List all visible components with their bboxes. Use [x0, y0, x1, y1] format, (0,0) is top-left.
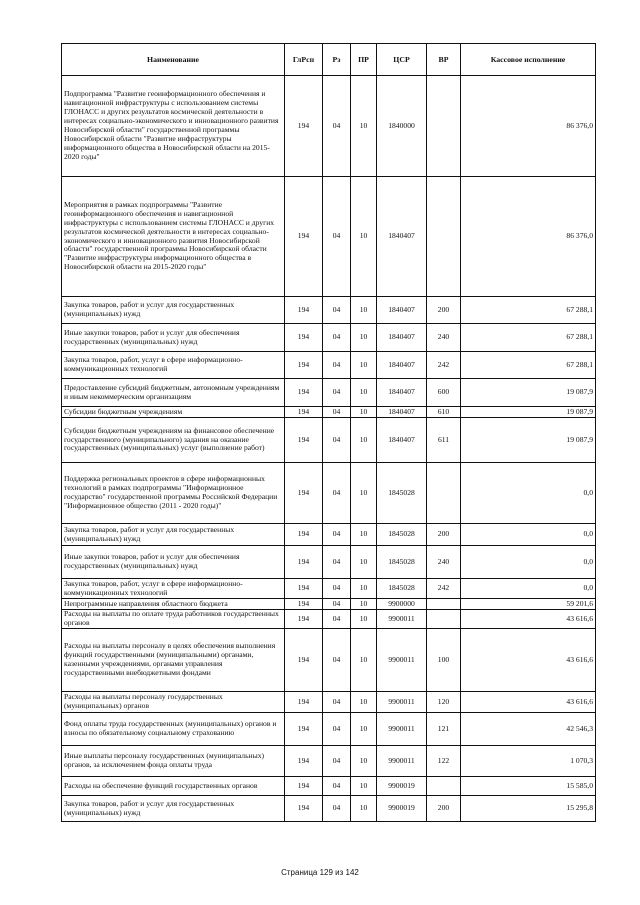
row-pr: 10	[351, 177, 377, 297]
row-pr: 10	[351, 407, 377, 418]
header-rz: Рз	[323, 44, 351, 76]
table-row	[62, 324, 596, 352]
row-name: Фонд оплаты труда государственных (муниципальных) органов и взносы по обязательному социальному страхованию	[62, 713, 285, 746]
row-rz: 04	[323, 297, 351, 324]
row-name: Расходы на выплаты персоналу в целях обеспечения выполнения функций государственными (муниципальными) органами, казенными учреждениями, органами управления государственными внебюджетными фондами	[62, 629, 285, 692]
row-csr: 1845028	[377, 546, 427, 579]
row-rz: 04	[323, 407, 351, 418]
row-grps: 194	[285, 418, 323, 463]
row-vr: 600	[427, 379, 461, 407]
row-csr: 1840407	[377, 324, 427, 352]
header-vr: ВР	[427, 44, 461, 76]
row-rz: 04	[323, 713, 351, 746]
row-grps: 194	[285, 599, 323, 610]
row-grps: 194	[285, 352, 323, 379]
table-row	[62, 546, 596, 579]
row-grps: 194	[285, 777, 323, 796]
row-name: Расходы на выплаты по оплате труда работников государственных органов	[62, 610, 285, 629]
row-vr	[427, 777, 461, 796]
row-amount: 67 288,1	[461, 352, 596, 379]
row-pr: 10	[351, 418, 377, 463]
table-row	[62, 352, 596, 379]
row-amount: 67 288,1	[461, 324, 596, 352]
table-row	[62, 713, 596, 746]
row-amount: 0,0	[461, 463, 596, 524]
row-amount: 1 070,3	[461, 746, 596, 777]
row-csr: 1845028	[377, 579, 427, 599]
row-csr: 1840407	[377, 379, 427, 407]
row-amount: 19 087,9	[461, 418, 596, 463]
row-name: Иные закупки товаров, работ и услуг для обеспечения государственных (муниципальных) нужд	[62, 546, 285, 579]
row-amount: 59 201,6	[461, 599, 596, 610]
row-rz: 04	[323, 692, 351, 713]
row-csr: 9900011	[377, 610, 427, 629]
table-row	[62, 297, 596, 324]
row-pr: 10	[351, 379, 377, 407]
row-name: Субсидии бюджетным учреждениям на финансовое обеспечение государственного (муниципального) задания на оказание государственных (муниципальных) услуг (выполнение работ)	[62, 418, 285, 463]
row-grps: 194	[285, 579, 323, 599]
row-rz: 04	[323, 629, 351, 692]
header-pr: ПР	[351, 44, 377, 76]
row-amount: 15 295,8	[461, 796, 596, 822]
row-amount: 86 376,0	[461, 76, 596, 177]
header-csr: ЦСР	[377, 44, 427, 76]
table-row	[62, 599, 596, 610]
table-row	[62, 418, 596, 463]
row-csr: 1840407	[377, 418, 427, 463]
row-vr	[427, 610, 461, 629]
row-vr: 611	[427, 418, 461, 463]
row-rz: 04	[323, 610, 351, 629]
row-vr	[427, 177, 461, 297]
row-csr: 9900019	[377, 777, 427, 796]
row-grps: 194	[285, 524, 323, 546]
row-rz: 04	[323, 599, 351, 610]
header-name: Наименование	[62, 44, 285, 76]
row-pr: 10	[351, 546, 377, 579]
row-grps: 194	[285, 692, 323, 713]
row-name: Закупка товаров, работ и услуг для государственных (муниципальных) нужд	[62, 796, 285, 822]
row-rz: 04	[323, 463, 351, 524]
row-grps: 194	[285, 463, 323, 524]
row-vr: 100	[427, 629, 461, 692]
row-amount: 0,0	[461, 579, 596, 599]
row-name: Расходы на обеспечение функций государственных органов	[62, 777, 285, 796]
row-amount: 0,0	[461, 546, 596, 579]
budget-table	[61, 43, 596, 822]
row-amount: 67 288,1	[461, 297, 596, 324]
row-pr: 10	[351, 579, 377, 599]
row-amount: 43 616,6	[461, 610, 596, 629]
row-pr: 10	[351, 352, 377, 379]
row-grps: 194	[285, 713, 323, 746]
row-name: Закупка товаров, работ, услуг в сфере информационно-коммуникационных технологий	[62, 579, 285, 599]
row-rz: 04	[323, 76, 351, 177]
row-vr: 242	[427, 579, 461, 599]
row-pr: 10	[351, 610, 377, 629]
row-pr: 10	[351, 777, 377, 796]
row-grps: 194	[285, 546, 323, 579]
row-pr: 10	[351, 324, 377, 352]
row-rz: 04	[323, 418, 351, 463]
row-csr: 1840407	[377, 407, 427, 418]
row-vr: 200	[427, 524, 461, 546]
row-vr	[427, 76, 461, 177]
row-csr: 1840407	[377, 177, 427, 297]
row-amount: 43 616,6	[461, 692, 596, 713]
table-row	[62, 407, 596, 418]
row-csr: 1840407	[377, 352, 427, 379]
row-grps: 194	[285, 76, 323, 177]
row-csr: 9900011	[377, 629, 427, 692]
row-csr: 1845028	[377, 463, 427, 524]
row-name: Иные закупки товаров, работ и услуг для обеспечения государственных (муниципальных) нужд	[62, 324, 285, 352]
row-vr: 200	[427, 297, 461, 324]
row-name: Предоставление субсидий бюджетным, автономным учреждениям и иным некоммерческим организациям	[62, 379, 285, 407]
table-row	[62, 692, 596, 713]
row-grps: 194	[285, 177, 323, 297]
row-grps: 194	[285, 407, 323, 418]
row-rz: 04	[323, 796, 351, 822]
row-name: Субсидии бюджетным учреждениям	[62, 407, 285, 418]
row-rz: 04	[323, 352, 351, 379]
row-name: Поддержка региональных проектов в сфере информационных технологий в рамках подпрограммы "Информационное государство" государственной программы Российской Федерации "Информационное общество (2011 - 2020 годы)"	[62, 463, 285, 524]
row-name: Иные выплаты персоналу государственных (муниципальных) органов, за исключением фонда оплаты труда	[62, 746, 285, 777]
row-csr: 1840407	[377, 297, 427, 324]
row-rz: 04	[323, 546, 351, 579]
row-name: Закупка товаров, работ и услуг для государственных (муниципальных) нужд	[62, 524, 285, 546]
row-name: Мероприятия в рамках подпрограммы "Развитие геоинформационного обеспечения и навигационной инфраструктуры с использованием системы ГЛОНАСС и других результатов космической деятельности в интересах социально-экономического и инновационного развития Новосибирской области" государственной программы Новосибирской области "Развитие инфраструктуры информационного общества в Новосибирской области на 2015-2020 годы"	[62, 177, 285, 297]
row-rz: 04	[323, 379, 351, 407]
table-body	[62, 76, 596, 822]
row-pr: 10	[351, 746, 377, 777]
row-rz: 04	[323, 177, 351, 297]
row-vr: 122	[427, 746, 461, 777]
row-csr: 9900000	[377, 599, 427, 610]
row-pr: 10	[351, 629, 377, 692]
table-row	[62, 579, 596, 599]
row-name: Расходы на выплаты персоналу государственных (муниципальных) органов	[62, 692, 285, 713]
row-vr	[427, 599, 461, 610]
table-row	[62, 76, 596, 177]
row-grps: 194	[285, 324, 323, 352]
row-vr: 610	[427, 407, 461, 418]
header-row	[62, 44, 596, 76]
row-grps: 194	[285, 629, 323, 692]
table-row	[62, 746, 596, 777]
row-vr: 240	[427, 546, 461, 579]
row-name: Закупка товаров, работ и услуг для государственных (муниципальных) нужд	[62, 297, 285, 324]
row-pr: 10	[351, 524, 377, 546]
row-rz: 04	[323, 524, 351, 546]
row-grps: 194	[285, 610, 323, 629]
row-grps: 194	[285, 379, 323, 407]
row-name: Подпрограмма "Развитие геоинформационного обеспечения и навигационной инфраструктуры с использованием системы ГЛОНАСС и других результатов космической деятельности в интересах социально-экономического и инновационного развития Новосибирской области" государственной программы Новосибирской области "Развитие инфраструктуры информационного общества в Новосибирской области на 2015-2020 годы"	[62, 76, 285, 177]
row-rz: 04	[323, 324, 351, 352]
row-pr: 10	[351, 297, 377, 324]
row-rz: 04	[323, 579, 351, 599]
table-row	[62, 177, 596, 297]
row-rz: 04	[323, 746, 351, 777]
table-row	[62, 379, 596, 407]
row-csr: 9900011	[377, 692, 427, 713]
row-pr: 10	[351, 76, 377, 177]
row-vr: 240	[427, 324, 461, 352]
table-row	[62, 524, 596, 546]
page-number: Страница 129 из 142	[281, 868, 359, 877]
table-header	[62, 44, 596, 76]
row-csr: 9900011	[377, 746, 427, 777]
row-pr: 10	[351, 463, 377, 524]
table-row	[62, 796, 596, 822]
row-vr: 242	[427, 352, 461, 379]
row-name: Непрограммные направления областного бюджета	[62, 599, 285, 610]
row-rz: 04	[323, 777, 351, 796]
row-pr: 10	[351, 599, 377, 610]
row-amount: 43 616,6	[461, 629, 596, 692]
row-grps: 194	[285, 746, 323, 777]
row-pr: 10	[351, 692, 377, 713]
row-amount: 15 585,0	[461, 777, 596, 796]
row-csr: 1845028	[377, 524, 427, 546]
row-amount: 42 546,3	[461, 713, 596, 746]
row-vr: 120	[427, 692, 461, 713]
row-csr: 9900019	[377, 796, 427, 822]
header-amount: Кассовое исполнение	[461, 44, 596, 76]
row-amount: 86 376,0	[461, 177, 596, 297]
header-grps: ГлРсп	[285, 44, 323, 76]
row-grps: 194	[285, 297, 323, 324]
row-pr: 10	[351, 713, 377, 746]
row-csr: 9900011	[377, 713, 427, 746]
row-csr: 1840000	[377, 76, 427, 177]
row-vr	[427, 463, 461, 524]
table-row	[62, 610, 596, 629]
row-vr: 200	[427, 796, 461, 822]
row-grps: 194	[285, 796, 323, 822]
row-amount: 19 087,9	[461, 379, 596, 407]
row-pr: 10	[351, 796, 377, 822]
row-amount: 0,0	[461, 524, 596, 546]
row-amount: 19 087,9	[461, 407, 596, 418]
table-row	[62, 777, 596, 796]
row-name: Закупка товаров, работ, услуг в сфере информационно-коммуникационных технологий	[62, 352, 285, 379]
row-vr: 121	[427, 713, 461, 746]
table-row	[62, 463, 596, 524]
table-row	[62, 629, 596, 692]
